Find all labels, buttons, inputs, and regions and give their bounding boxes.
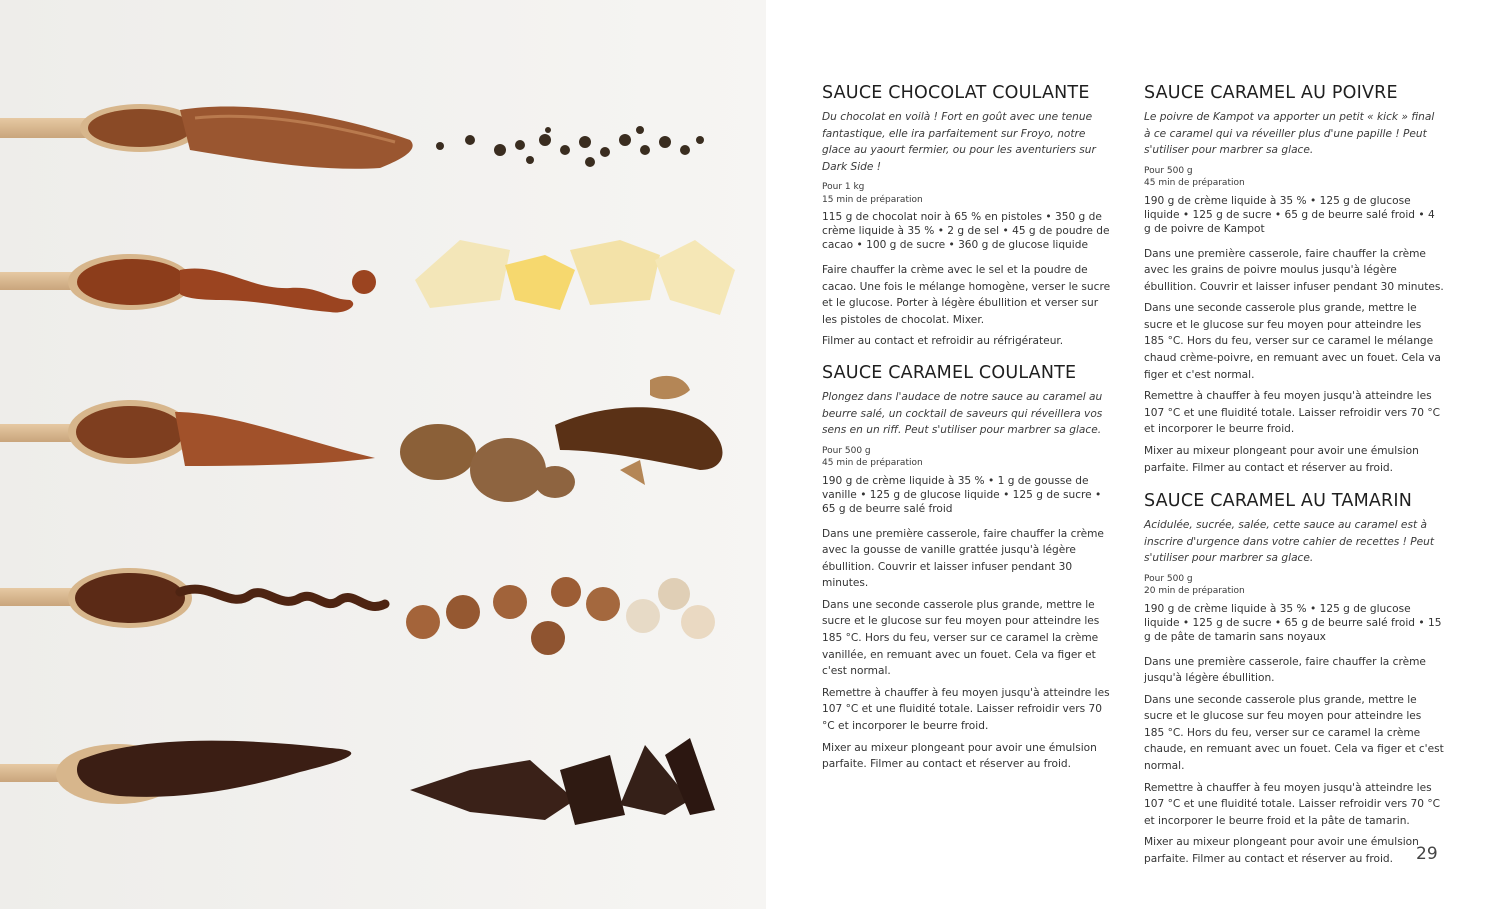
recipe-step: Mixer au mixeur plongeant pour avoir une émulsion parfaite. Filmer au contact et réserver au froid. — [1144, 445, 1419, 474]
page-number: 29 — [1416, 844, 1438, 864]
recipe-step: Faire chauffer la crème avec le sel et la poudre de cacao. Une fois le mélange homogène, verser le sucre et le glucose. Porter à légère ébullition et verser sur les pistoles de chocolat. Mixer. — [822, 264, 1111, 326]
recipe-yield: Pour 1 kg — [822, 182, 865, 192]
recipe-ingredients: 190 g de crème liquide à 35 % • 125 g de glucose liquide • 125 g de sucre • 65 g de beurre salé froid • 15 g de pâte de tamarin sans noyaux — [1144, 602, 1442, 643]
recipe-sauce-caramel-coulante — [822, 362, 1114, 778]
recipe-page — [766, 0, 1500, 909]
recipe-meta — [822, 445, 1114, 470]
recipe-meta — [1144, 573, 1444, 598]
recipe-meta — [1144, 165, 1444, 190]
recipe-title: SAUCE CARAMEL AU TAMARIN — [1144, 491, 1413, 511]
recipe-sauce-caramel-au-poivre — [1144, 82, 1444, 476]
recipe-yield: Pour 500 g — [1144, 165, 1193, 176]
recipe-title: SAUCE CHOCOLAT COULANTE — [822, 83, 1090, 103]
recipe-sauce-caramel-au-tamarin — [1144, 490, 1444, 873]
recipe-step: Remettre à chauffer à feu moyen jusqu'à atteindre les 107 °C et une fluidité totale. Laisser refroidir vers 70 °C et incorporer le beurre froid et la pâte de tamarin. — [1144, 781, 1441, 827]
recipe-title: SAUCE CARAMEL COULANTE — [822, 363, 1077, 383]
recipe-yield: Pour 500 g — [822, 445, 871, 456]
recipe-ingredients: 190 g de crème liquide à 35 % • 1 g de gousse de vanille • 125 g de glucose liquide • 125 g de sucre • 65 g de beurre salé froid — [822, 474, 1102, 515]
recipe-step: Dans une première casserole, faire chauffer la crème avec la gousse de vanille grattée jusqu'à légère ébullition. Couvrir et laisser infuser pendant 30 minutes. — [822, 527, 1104, 590]
recipe-intro: Le poivre de Kampot va apporter un petit « kick » final à ce caramel qui va réveiller plus d'une papille ! Peut s'utiliser pour marbrer sa glace. — [1144, 111, 1435, 156]
recipe-intro: Du chocolat en voilà ! Fort en goût avec une tenue fantastique, elle ira parfaitement sur Froyo, notre glace au yaourt fermier, ou pour les aventuriers sur Dark Side ! — [822, 111, 1096, 173]
recipe-prep-time: 15 min de préparation — [822, 194, 923, 205]
recipe-step: Mixer au mixeur plongeant pour avoir une émulsion parfaite. Filmer au contact et réserver au froid. — [822, 741, 1097, 771]
recipe-intro: Acidulée, sucrée, salée, cette sauce au caramel est à inscrire d'urgence dans votre cahier de recettes ! Peut s'utiliser pour marbrer sa glace. — [1144, 519, 1435, 564]
recipe-step: Filmer au contact et refroidir au réfrigérateur. — [822, 335, 1064, 348]
recipe-prep-time: 20 min de préparation — [1144, 586, 1245, 596]
left-column — [822, 82, 1114, 771]
recipe-step: Dans une première casserole, faire chauffer la crème jusqu'à légère ébullition. — [1144, 655, 1426, 685]
recipe-intro: Plongez dans l'audace de notre sauce au caramel au beurre salé, un cocktail de saveurs qui réveillera vos sens en un riff. Peut s'utiliser pour marbrer sa glace. — [822, 391, 1103, 436]
recipe-ingredients: 190 g de crème liquide à 35 % • 125 g de glucose liquide • 125 g de sucre • 65 g de beurre salé froid • 4 g de poivre de Kampot — [1144, 194, 1435, 235]
recipe-yield: Pour 500 g — [1144, 573, 1193, 584]
recipe-step: Remettre à chauffer à feu moyen jusqu'à atteindre les 107 °C et une fluidité totale. Laisser refroidir vers 70 °C et incorporer le beurre froid. — [822, 686, 1110, 733]
recipe-step: Mixer au mixeur plongeant pour avoir une émulsion parfaite. Filmer au contact et réserver au froid. — [1144, 836, 1419, 866]
recipe-title: SAUCE CARAMEL AU POIVRE — [1144, 83, 1398, 103]
recipe-step: Dans une seconde casserole plus grande, mettre le sucre et le glucose sur feu moyen pour atteindre les 185 °C. Hors du feu, verser sur ce caramel la crème chaude, en remuant avec un fouet. Cela va figer et c'est normal. — [1144, 693, 1444, 773]
recipe-step: Remettre à chauffer à feu moyen jusqu'à atteindre les 107 °C et une fluidité totale. Laisser refroidir vers 70 °C et incorporer le beurre froid. — [1144, 390, 1441, 436]
recipe-meta — [822, 181, 1114, 206]
recipe-step: Dans une seconde casserole plus grande, mettre le sucre et le glucose sur feu moyen pour atteindre les 185 °C. Hors du feu, verser sur ce caramel le mélange chaud crème-poivre, en remuant avec un fouet. Cela va figer et c'est normal. — [1144, 302, 1441, 381]
recipe-prep-time: 45 min de préparation — [1144, 178, 1245, 188]
recipe-prep-time: 45 min de préparation — [822, 458, 923, 468]
recipe-sauce-chocolat-coulante — [822, 82, 1114, 350]
recipe-step: Dans une première casserole, faire chauffer la crème avec les grains de poivre moulus jusqu'à légère ébullition. Couvrir et laisser infuser pendant 30 minutes. — [1144, 247, 1444, 293]
recipe-step: Dans une seconde casserole plus grande, mettre le sucre et le glucose sur feu moyen pour atteindre les 185 °C. Hors du feu, verser sur ce caramel la crème vanillée, en remuant avec un fouet. Cela va figer et c'est normal. — [822, 598, 1100, 678]
recipe-ingredients: 115 g de chocolat noir à 65 % en pistoles • 350 g de crème liquide à 35 % • 2 g de sel • 45 g de poudre de cacao • 100 g de sucre • 360 g de glucose liquide — [822, 211, 1110, 251]
